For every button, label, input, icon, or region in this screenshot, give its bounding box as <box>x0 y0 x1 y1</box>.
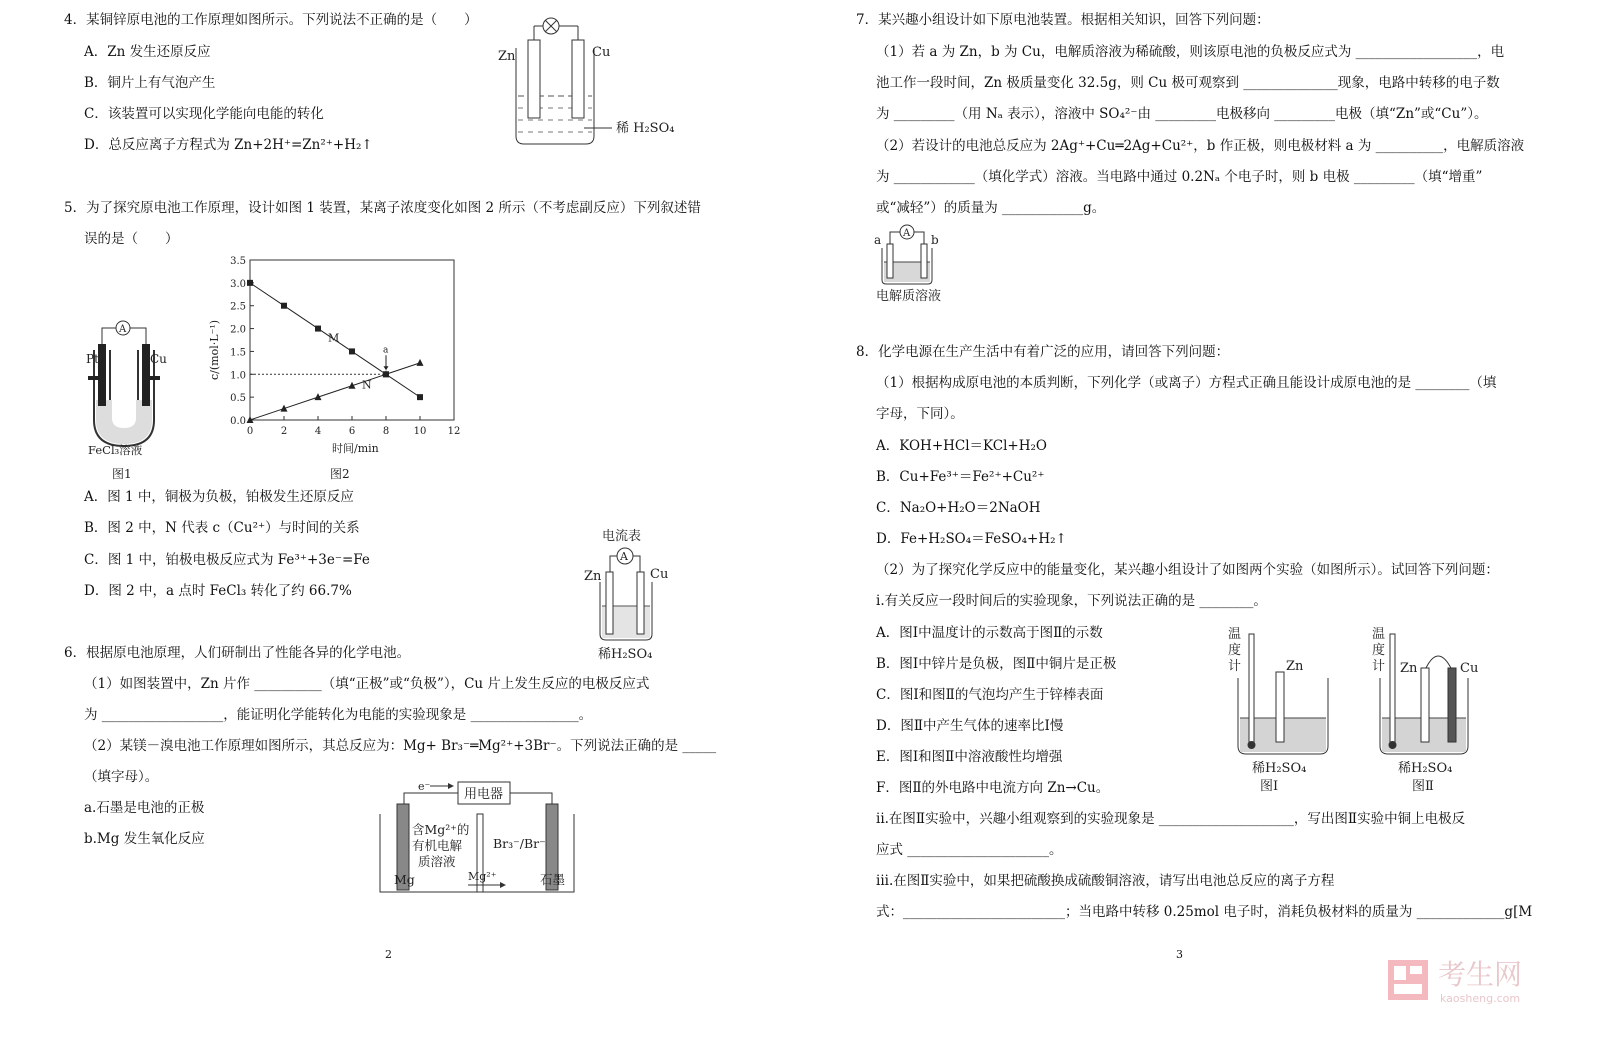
q5-concentration-chart <box>204 252 474 488</box>
svg-text:稀H₂SO₄: 稀H₂SO₄ <box>1252 761 1307 776</box>
svg-text:稀H₂SO₄: 稀H₂SO₄ <box>1398 761 1453 776</box>
q4-option-c: C．该装置可以实现化学能向电能的转化 <box>84 106 324 122</box>
zn-rod <box>1421 668 1429 742</box>
figure-2-caption: 图2 <box>330 467 350 481</box>
y-tick-label: 0.0 <box>230 416 246 427</box>
zn-label: Zn <box>498 49 516 64</box>
thermometer-icon <box>1249 634 1254 744</box>
q6-galvanic-figure <box>580 522 690 664</box>
q8-option-c: C．Na₂O+H₂O＝2NaOH <box>876 500 1041 516</box>
svg-text:Cu: Cu <box>650 567 669 582</box>
q8-option-b: B．Cu+Fe³⁺＝Fe²⁺+Cu²⁺ <box>876 469 1045 485</box>
q4-option-a: A．Zn 发生还原反应 <box>84 44 211 60</box>
q8-part1-line1: （1）根据构成原电池的本质判断，下列化学（或离子）方程式正确且能设计成原电池的是 ________（填 <box>876 375 1497 391</box>
q8-option-a: A．KOH+HCl＝KCl+H₂O <box>876 438 1047 454</box>
q8-choice-b: B．图Ⅰ中锌片是负极，图Ⅱ中铜片是正极 <box>876 656 1117 672</box>
svg-text:Zn: Zn <box>584 569 602 584</box>
q4-cell-figure <box>494 8 684 154</box>
svg-text:b: b <box>931 233 939 247</box>
svg-text:FeCl₃溶液: FeCl₃溶液 <box>88 443 143 457</box>
svg-text:含Mg²⁺的: 含Mg²⁺的 <box>412 822 470 837</box>
chart-frame <box>250 260 454 420</box>
svg-text:温: 温 <box>1372 627 1386 642</box>
svg-text:有机电解: 有机电解 <box>412 838 463 853</box>
q8-part2-ii-line1: ii.在图Ⅱ实验中，兴趣小组观察到的实验现象是 ____________________，写出图Ⅱ实验中铜上电极反 <box>876 811 1466 827</box>
svg-text:Pt: Pt <box>86 352 99 366</box>
svg-text:Zn: Zn <box>1286 659 1304 674</box>
svg-text:图1: 图1 <box>112 467 132 481</box>
series-label-N: N <box>362 378 372 392</box>
y-tick-label: 2.5 <box>230 301 246 313</box>
svg-text:A: A <box>620 550 628 563</box>
q8-choice-a: A．图Ⅰ中温度计的示数高于图Ⅱ的示数 <box>876 625 1103 641</box>
svg-text:电解质溶液: 电解质溶液 <box>876 289 942 304</box>
svg-text:计: 计 <box>1372 659 1386 674</box>
page-number-left: 2 <box>385 948 392 961</box>
site-logo-icon <box>1386 958 1430 1002</box>
q8-part2-ii-line2: 应式 _____________________。 <box>876 842 1063 858</box>
q6-mg-br-battery-figure <box>372 774 582 898</box>
q8-part2-iii-line2: 式：________________________；当电路中转移 0.25mol 电子时，消耗负极材料的质量为 _____________g[M <box>876 904 1533 920</box>
q7-cell-figure <box>868 222 968 306</box>
watermark-title: 考生网 <box>1438 958 1523 991</box>
point-M <box>247 280 253 286</box>
y-tick-label: 1.5 <box>230 347 246 359</box>
solution-label: 稀 H₂SO₄ <box>616 121 675 136</box>
q7-line4: （2）若设计的电池总反应为 2Ag⁺+Cu═2Ag+Cu²⁺，b 作正极，则电极材料 a 为 __________，电解质溶液 <box>876 138 1525 154</box>
annotation-a-label: a <box>383 345 389 356</box>
q7-line3: 为 _________（用 Nₐ 表示），溶液中 SO₄²⁻由 _________电极移向 _________电极（填“Zn”或“Cu”）。 <box>876 106 1488 122</box>
q5-option-d: D．图 2 中，a 点时 FeCl₃ 转化了约 66.7% <box>84 583 352 599</box>
svg-text:Cu: Cu <box>1460 661 1479 676</box>
svg-text:质溶液: 质溶液 <box>418 854 456 869</box>
site-watermark <box>1386 958 1576 1008</box>
q8-part2-line2: i.有关反应一段时间后的实验现象，下列说法正确的是 ________。 <box>876 593 1267 609</box>
q5-utube-figure <box>80 316 175 488</box>
svg-text:图Ⅱ: 图Ⅱ <box>1412 779 1434 794</box>
x-tick-label: 8 <box>382 426 390 437</box>
cu-electrode <box>572 40 584 118</box>
x-axis-label: 时间/min <box>332 442 379 455</box>
q8-part2-iii-line1: iii.在图Ⅱ实验中，如果把硫酸换成硫酸铜溶液，请写出电池总反应的离子方程 <box>876 873 1335 889</box>
q5-stem-line1: 5．为了探究原电池工作原理，设计如图 1 装置，某离子浓度变化如图 2 所示（不考虑副反应）下列叙述错 <box>64 200 701 216</box>
q8-part1-line2: 字母，下同）。 <box>876 406 964 422</box>
svg-text:石墨: 石墨 <box>540 872 566 887</box>
svg-text:稀H₂SO₄: 稀H₂SO₄ <box>598 647 653 662</box>
watermark-url: kaosheng.com <box>1440 992 1521 1005</box>
y-tick-label: 2.0 <box>230 324 246 336</box>
page-number-right: 3 <box>1176 948 1183 961</box>
svg-text:温: 温 <box>1228 627 1242 642</box>
svg-text:e⁻: e⁻ <box>418 780 431 793</box>
y-tick-label: 3.0 <box>230 278 246 290</box>
annotation-a-arrowhead <box>384 366 389 370</box>
q8-choice-c: C．图Ⅰ和图Ⅱ的气泡均产生于锌棒表面 <box>876 687 1104 703</box>
q8-stem: 8．化学电源在生产生活中有着广泛的应用，请回答下列问题： <box>856 344 1230 360</box>
x-tick-label: 2 <box>280 426 288 437</box>
svg-text:A: A <box>119 324 127 335</box>
q8-option-d: D．Fe+H₂SO₄＝FeSO₄+H₂↑ <box>876 531 1067 547</box>
cu-label: Cu <box>592 45 611 60</box>
x-tick-label: 4 <box>314 426 322 437</box>
svg-text:a: a <box>874 233 882 247</box>
y-tick-label: 0.5 <box>230 393 246 405</box>
q7-line5: 为 ____________（填化学式）溶液。当电路中通过 0.2Nₐ 个电子时，则 b 电极 _________（填“增重” <box>876 169 1483 185</box>
y-tick-label: 3.5 <box>230 256 246 267</box>
zn-rod <box>1276 672 1284 742</box>
svg-text:Mg: Mg <box>394 872 415 887</box>
q8-choice-d: D．图Ⅱ中产生气体的速率比Ⅰ慢 <box>876 718 1064 734</box>
q8-choice-e: E．图Ⅰ和图Ⅱ中溶液酸性均增强 <box>876 749 1063 765</box>
y-axis-label: c/(mol·L⁻¹) <box>208 319 221 380</box>
y-tick-label: 1.0 <box>230 370 246 382</box>
q6-option-b: b.Mg 发生氧化反应 <box>84 831 205 847</box>
svg-text:Mg²⁺: Mg²⁺ <box>468 870 497 883</box>
thermometer-icon <box>1390 634 1395 744</box>
svg-text:图Ⅰ: 图Ⅰ <box>1260 779 1279 794</box>
q6-option-a: a.石墨是电池的正极 <box>84 800 205 816</box>
svg-text:电流表: 电流表 <box>602 529 642 544</box>
point-M <box>315 326 321 332</box>
q5-stem-line2: 误的是（ ） <box>84 231 179 247</box>
q8-figure-2 <box>1366 622 1486 798</box>
x-tick-label: 6 <box>348 426 356 437</box>
q8-figure-1 <box>1226 622 1336 798</box>
q5-option-c: C．图 1 中，铂极电极反应式为 Fe³⁺+3e⁻=Fe <box>84 552 370 568</box>
zn-electrode <box>528 40 540 118</box>
point-N <box>417 359 424 366</box>
svg-text:用电器: 用电器 <box>464 787 504 802</box>
q7-line1: （1）若 a 为 Zn，b 为 Cu，电解质溶液为稀硫酸，则该原电池的负极反应式为 __________________，电 <box>876 44 1505 60</box>
svg-text:度: 度 <box>1372 643 1386 658</box>
x-tick-label: 10 <box>413 426 427 437</box>
point-M <box>349 348 355 354</box>
q6-part1-line2: 为 __________________，能证明化学能转化为电能的实验现象是 ________________。 <box>84 707 593 723</box>
svg-text:Cu: Cu <box>150 352 167 366</box>
svg-text:A: A <box>903 228 911 239</box>
svg-text:计: 计 <box>1228 659 1242 674</box>
point-M <box>281 303 287 309</box>
q8-choice-f: F．图Ⅱ的外电路中电流方向 Zn→Cu。 <box>876 780 1110 796</box>
q7-stem: 7．某兴趣小组设计如下原电池装置。根据相关知识，回答下列问题： <box>856 12 1270 28</box>
q5-option-b: B．图 2 中，N 代表 c（Cu²⁺）与时间的关系 <box>84 520 360 536</box>
q7-line2: 池工作一段时间，Zn 极质量变化 32.5g，则 Cu 极可观察到 ______________现象，电路中转移的电子数 <box>876 75 1500 91</box>
svg-text:度: 度 <box>1228 643 1242 658</box>
x-tick-label: 12 <box>447 426 461 437</box>
x-tick-label: 0 <box>246 426 254 437</box>
series-n-line <box>250 363 420 420</box>
q4-option-d: D．总反应离子方程式为 Zn+2H⁺=Zn²⁺+H₂↑ <box>84 137 373 153</box>
q4-stem: 4．某铜锌原电池的工作原理如图所示。下列说法不正确的是（ ） <box>64 12 478 28</box>
q8-part2-line1: （2）为了探究化学反应中的能量变化，某兴趣小组设计了如图两个实验（如图所示）。试回答下列问题： <box>876 562 1499 578</box>
svg-text:Br₃⁻/Br⁻: Br₃⁻/Br⁻ <box>493 836 546 851</box>
q6-part2-line1: （2）某镁－溴电池工作原理如图所示，其总反应为：Mg+ Br₃⁻═Mg²⁺+3Br⁻。下列说法正确的是 _____ <box>84 738 717 754</box>
q5-option-a: A．图 1 中，铜极为负极，铂极发生还原反应 <box>84 489 354 505</box>
q6-stem: 6．根据原电池原理，人们研制出了性能各异的化学电池。 <box>64 645 411 661</box>
q6-part2-line2: （填字母）。 <box>84 769 159 785</box>
q7-line6: 或“减轻”）的质量为 ____________g。 <box>876 200 1106 216</box>
cu-rod <box>1448 668 1456 742</box>
q6-part1-line1: （1）如图装置中，Zn 片作 __________（填“正极”或“负极”），Cu 片上发生反应的电极反应式 <box>84 676 650 692</box>
q4-option-b: B．铜片上有气泡产生 <box>84 75 216 91</box>
series-label-M: M <box>328 331 340 345</box>
svg-text:Zn: Zn <box>1400 661 1418 676</box>
point-M <box>417 394 423 400</box>
